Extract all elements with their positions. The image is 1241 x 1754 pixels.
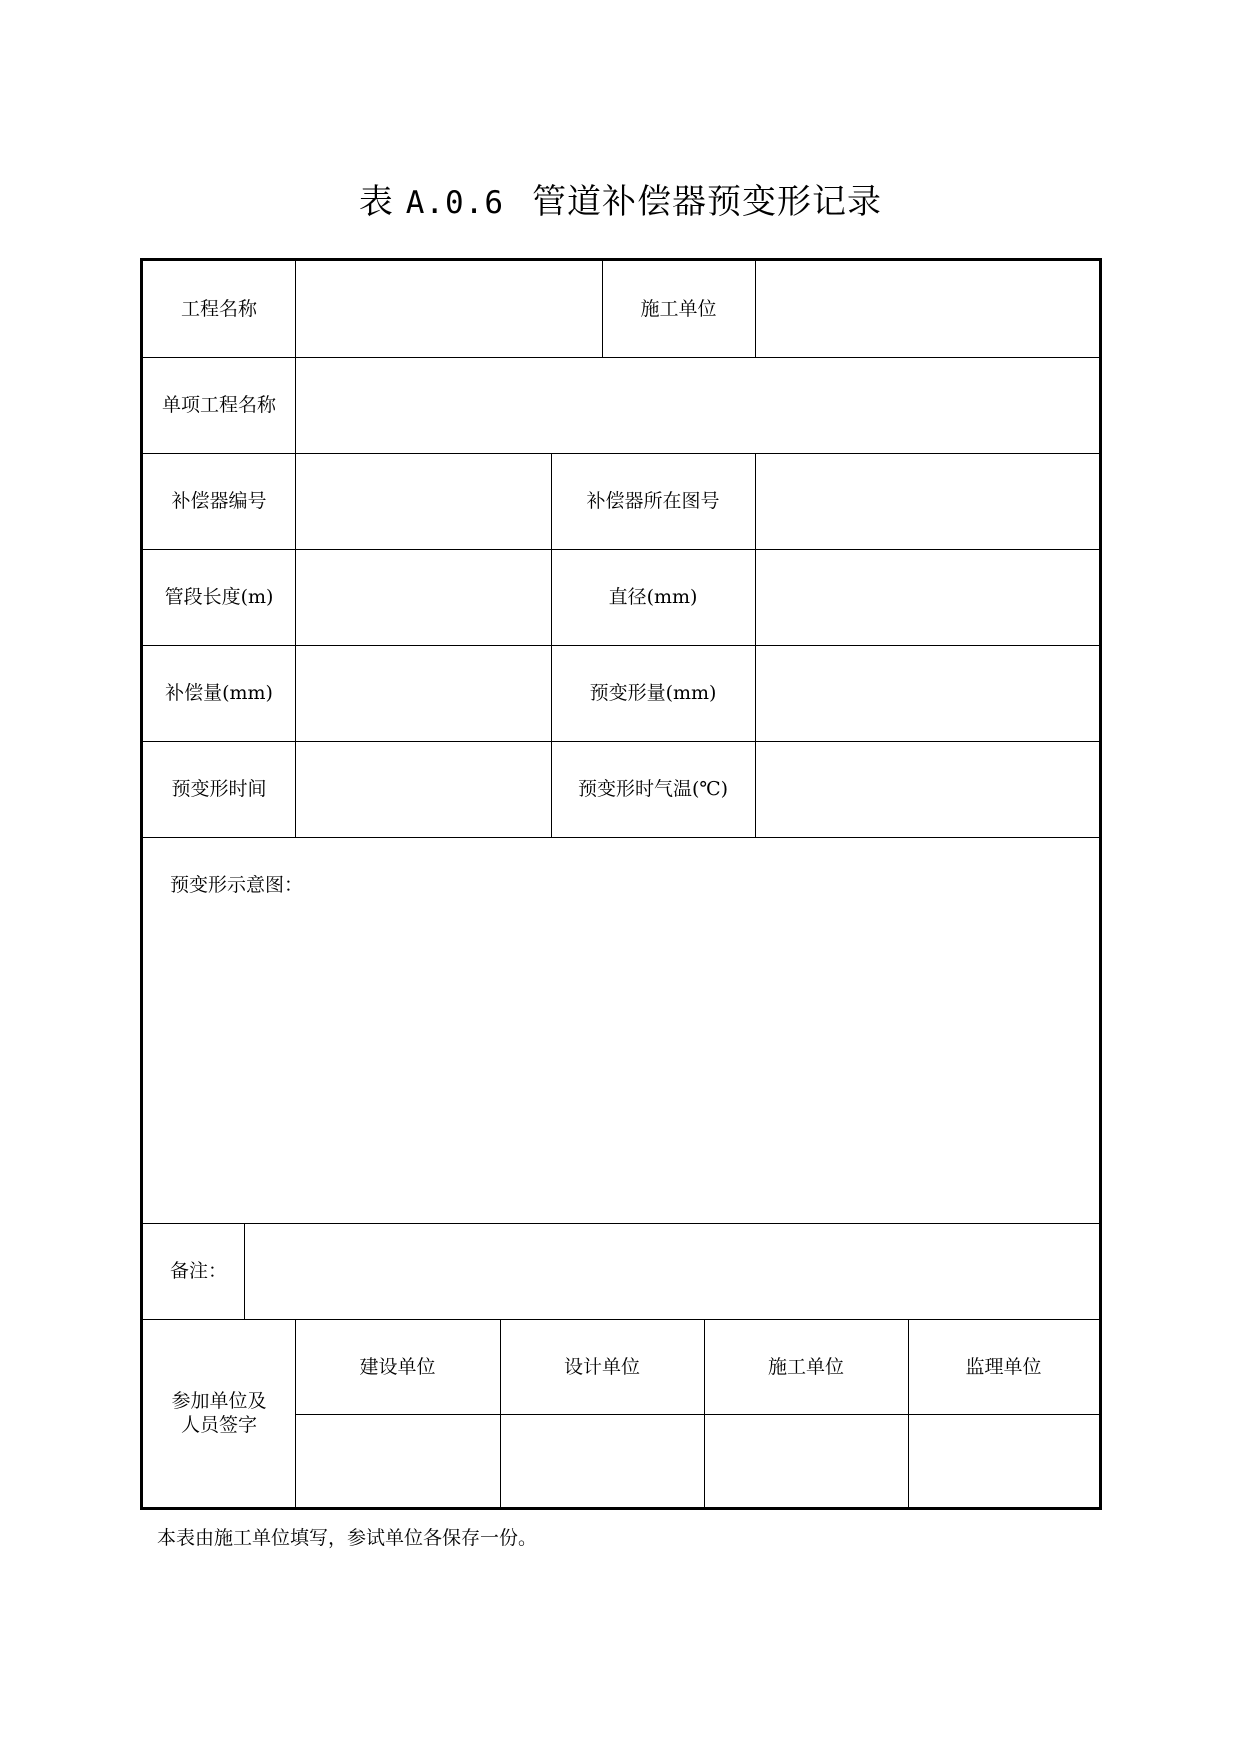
signature-label-line2: 人员签字 <box>180 1414 257 1436</box>
col-divider <box>755 453 756 837</box>
title-name: 管道补偿器预变形记录 <box>532 182 883 222</box>
compensation-field[interactable] <box>297 647 549 739</box>
signature-field-designer[interactable] <box>502 1416 702 1505</box>
predeform-amount-field[interactable] <box>757 647 1097 739</box>
unit-header-contractor: 施工单位 <box>767 1355 844 1378</box>
sub-project-field[interactable] <box>297 359 1097 451</box>
page-title <box>0 180 1241 225</box>
drawing-no-field[interactable] <box>757 455 1097 547</box>
signature-label-line1: 参加单位及 <box>171 1390 267 1412</box>
compensator-no-field[interactable] <box>297 455 549 547</box>
compensation-label: 补偿量(mm) <box>165 682 273 704</box>
title-prefix: 表 <box>358 182 394 222</box>
contractor-label: 施工单位 <box>640 298 717 320</box>
remarks-label: 备注： <box>170 1260 228 1282</box>
contractor-field[interactable] <box>757 263 1097 355</box>
predeform-amount-label: 预变形量(mm) <box>589 682 717 704</box>
col-divider <box>755 261 756 357</box>
pipe-length-field[interactable] <box>297 551 549 643</box>
project-name-field[interactable] <box>297 263 600 355</box>
remarks-field[interactable] <box>246 1225 1097 1317</box>
predeform-temp-label: 预变形时气温(℃) <box>577 778 729 800</box>
footnote: 本表由施工单位填写，参试单位各保存一份。 <box>157 1527 538 1549</box>
predeform-time-label: 预变形时间 <box>171 778 267 800</box>
record-form-table <box>140 258 1102 1510</box>
pipe-length-label: 管段长度(m) <box>164 586 274 608</box>
title-code: A.0.6 <box>405 185 505 221</box>
row-divider <box>295 1414 1099 1415</box>
diagram-area[interactable] <box>145 907 1097 1221</box>
diameter-label: 直径(mm) <box>608 586 698 608</box>
col-divider <box>295 261 296 837</box>
signature-field-contractor[interactable] <box>706 1416 906 1505</box>
sub-project-label: 单项工程名称 <box>161 394 276 416</box>
predeform-temp-field[interactable] <box>757 743 1097 835</box>
unit-header-owner: 建设单位 <box>359 1355 436 1378</box>
diameter-field[interactable] <box>757 551 1097 643</box>
signature-field-supervisor[interactable] <box>910 1416 1097 1505</box>
drawing-no-label: 补偿器所在图号 <box>586 490 720 512</box>
row-divider <box>143 837 1099 838</box>
signature-field-owner[interactable] <box>297 1416 498 1505</box>
project-name-label: 工程名称 <box>180 298 257 320</box>
col-divider <box>244 1223 245 1319</box>
signature-label <box>143 1319 295 1507</box>
predeform-time-field[interactable] <box>297 743 549 835</box>
unit-header-designer: 设计单位 <box>563 1355 640 1378</box>
diagram-label: 预变形示意图： <box>170 874 304 896</box>
unit-header-supervisor: 监理单位 <box>965 1355 1042 1378</box>
compensator-no-label: 补偿器编号 <box>171 490 267 512</box>
row-divider <box>143 1223 1099 1224</box>
